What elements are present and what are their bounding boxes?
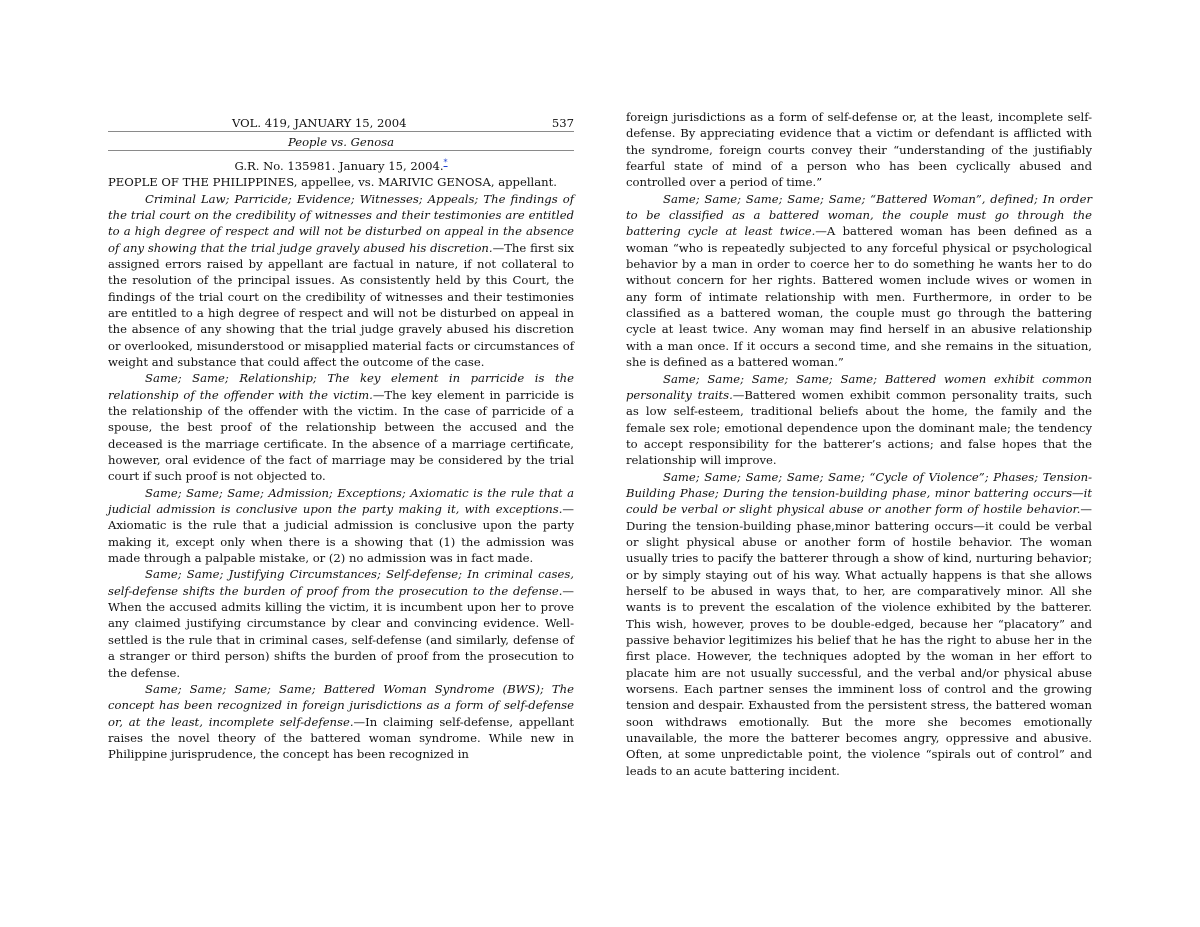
syllabus-topic: Same; Same; Relationship; The key element in parricide is the relationship of the offender with the victim. <box>108 371 574 402</box>
syllabus-paragraph <box>626 469 1092 780</box>
volume-date: VOL. 419, JANUARY 15, 2004 <box>232 116 407 130</box>
syllabus-body: —The first six assigned errors raised by appellant are factual in nature, if not collateral to the resolution of the principal issues. As consistently held by this Court, the findings of the trial court on the credibility of witnesses and their testimonies are entitled to a high degree of respect and will not be disturbed on appeal in the absence of any showing that the trial judge gravely abused his discretion or overlooked, misunderstood or misapplied material facts or circumstances of weight and substance that could affect the outcome of the case. <box>108 240 574 369</box>
syllabus-topic: Same; Same; Same; Admission; Exceptions; Axiomatic is the rule that a judicial admission is conclusive upon the party making it, with exceptions. <box>108 485 574 517</box>
syllabus-paragraph <box>108 191 574 371</box>
syllabus-body: —A battered woman has been defined as a woman “who is repeatedly subjected to any forceful physical or psychological behavior by a man in order to coerce her to do something he wants her to do without concern for her rights. Battered women include wives or women in any form of intimate relationship with men. Furthermore, in order to be classified as a battered woman, the couple must go through the battering cycle at least twice. Any woman may find herself in an abusive relationship with a man once. If it occurs a second time, and she remains in the situation, she is defined as a battered woman.” <box>626 224 1092 370</box>
syllabus-body: —During the tension-building phase,minor battering occurs—it could be verbal or slight physical abuse or another form of hostile behavior. The woman usually tries to pacify the batterer through a show of kind, nurturing behavior; or by simply staying out of his way. What actually happens is that she allows herself to be abused in ways that, to her, are comparatively minor. All she wants is to prevent the escalation of the violence exhibited by the batterer. This wish, however, proves to be double-edged, because her “placatory” and passive behavior legitimizes his belief that he has the right to abuse her in the first place. However, the techniques adopted by the woman in her effort to placate him are not usually successful, and the verbal and/or physical abuse worsens. Each partner senses the imminent loss of control and the growing tension and despair. Exhausted from the persistent stress, the battered woman soon withdraws emotionally. But the more she becomes emotionally unavailable, the more the batterer becomes angry, oppressive and abusive. Often, at some unpredictable point, the violence “spirals out of control” and leads to an acute battering incident. <box>626 502 1092 778</box>
syllabus-paragraph <box>108 370 574 484</box>
case-parties: PEOPLE OF THE PHILIPPINES, appellee, vs. MARIVIC GENOSA, appellant. <box>108 175 557 190</box>
syllabus-topic: Same; Same; Same; Same; Same; “Cycle of Violence”; Phases; Tension-Building Phase; During the tension-building phase, minor battering occurs—it could be verbal or slight physical abuse or another form of hostile behavior. <box>626 469 1092 517</box>
page-number: 537 <box>551 116 574 130</box>
syllabus-body: —In claiming self-defense, appellant raises the novel theory of the battered woman syndrome. While new in Philippine jurisprudence, the concept has been recognized in <box>108 714 575 762</box>
syllabus-body: —Axiomatic is the rule that a judicial admission is conclusive upon the party making it, except only when there is a showing that (1) the admission was made through a palpable mistake, or (2) no admission was in fact made. <box>108 502 574 566</box>
syllabus-topic: Same; Same; Same; Same; Same; Battered women exhibit common personality traits. <box>626 371 1092 402</box>
footnote-link[interactable]: * <box>443 158 448 167</box>
syllabus-body: —The key element in parricide is the relationship of the offender with the victim. In the case of parricide of a spouse, the best proof of the relationship between the accused and the deceased is the marriage certificate. In the absence of a marriage certificate, however, oral evidence of the fact of marriage may be considered by the trial court if such proof is not objected to. <box>108 387 574 484</box>
case-short-title: People vs. Genosa <box>108 134 574 151</box>
case-number <box>108 155 574 174</box>
syllabus-body: —When the accused admits killing the victim, it is incumbent upon her to prove any claimed justifying circumstance by clear and convincing evidence. Well-settled is the rule that in criminal cases, self-defense (and similarly, defense of a stranger or third person) shifts the burden of proof from the prosecution to the defense. <box>108 583 574 680</box>
right-column <box>626 109 1092 779</box>
syllabus-body: —Battered women exhibit common personality traits, such as low self-esteem, traditional beliefs about the home, the family and the female sex role; emotional dependence upon the dominant male; the tendency to accept responsibility for the batterer’s actions; and false hopes that the relationship will improve. <box>626 387 1092 468</box>
syllabus-paragraph <box>626 371 1092 469</box>
syllabus-paragraph <box>108 566 574 680</box>
syllabus-paragraph <box>626 191 1092 371</box>
continuation-paragraph: foreign jurisdictions as a form of self-defense or, at the least, incomplete self-defense. By appreciating evidence that a victim or defendant is afflicted with the syndrome, foreign courts convey their “understanding of the justifiably fearful state of mind of a person who has been cyclically abused and controlled over a period of time.” <box>626 110 1092 190</box>
syllabus-topic: Same; Same; Same; Same; Battered Woman Syndrome (BWS); The concept has been recognized in foreign jurisdictions as a form of self-defense or, at the least, incomplete self-defense. <box>108 681 574 729</box>
gr-number: G.R. No. 135981. January 15, 2004. <box>234 158 444 173</box>
running-header <box>108 115 574 132</box>
syllabus-topic: Criminal Law; Parricide; Evidence; Witnesses; Appeals; The findings of the trial court on the credibility of witnesses and their testimonies are entitled to a high degree of respect and will not be disturbed on appeal in the absence of any showing that the trial judge gravely abused his discretion. <box>108 191 574 255</box>
syllabus-paragraph <box>108 681 574 763</box>
syllabus-topic: Same; Same; Same; Same; Same; “Battered Woman”, defined; In order to be classified as a battered woman, the couple must go through the battering cycle at least twice. <box>626 191 1092 239</box>
syllabus-paragraph <box>108 485 574 567</box>
left-column <box>108 109 574 763</box>
syllabus-topic: Same; Same; Justifying Circumstances; Self-defense; In criminal cases, self-defense shifts the burden of proof from the prosecution to the defense. <box>108 567 574 598</box>
